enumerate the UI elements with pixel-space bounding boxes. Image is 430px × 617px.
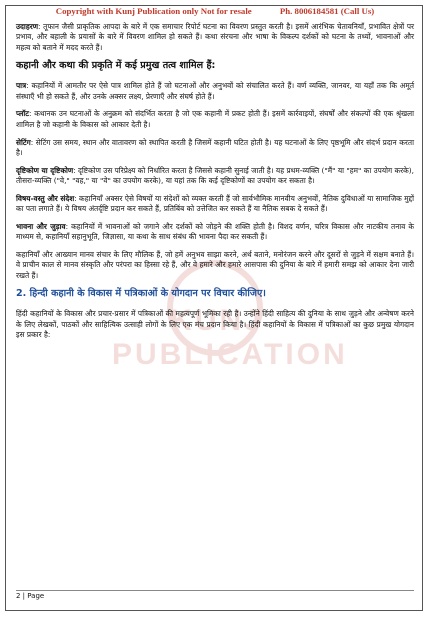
example-paragraph — [16, 22, 414, 53]
document-body — [16, 22, 414, 348]
answer-paragraph: हिंदी कहानियों के विकास और प्रचार-प्रसार में पत्रिकाओं की महत्वपूर्ण भूमिका रही है। उन्होंने हिंदी साहित्य की दुनिया के साथ जुड़ने और अन्वेषण करने के लिए लेखकों, पाठकों और साहित्यिक उत्साही लोगों के लिए एक मंच प्रदान किया है। हिंदी कहानियों के विकास में पत्रिकाओं का कुछ प्रमुख योगदान इस प्रकार है: — [16, 309, 414, 339]
element-text: : कहानियों में भावनाओं को जगाने और दर्शकों को जोड़ने की शक्ति होती है। विशद वर्णन, चरित्र विकास और नाटकीय तनाव के माध्यम से, कहानियाँ सहानुभूति, जिज्ञासा, या कथा के साथ संबंध की भावना पैदा कर सकती हैं। — [16, 221, 414, 242]
element-emotion — [16, 222, 414, 243]
question-heading: 2. हिन्दी कहानी के विकास में पत्रिकाओं के योगदान पर विचार कीजिए। — [16, 288, 266, 300]
element-point-of-view — [16, 166, 414, 187]
element-text: : कथानक उन घटनाओं के अनुक्रम को संदर्भित करता है जो एक कहानी में प्रकट होती हैं। इसमें कार्रवाइयों, संघर्षों और संकल्पों की एक श्रृंखला शामिल है जो कहानी के विकास को आकार देती है। — [16, 109, 414, 129]
element-text: : सेटिंग उस समय, स्थान और वातावरण को स्थापित करती है जिसमें कहानी घटित होती है। यह घटनाओं के लिए पृष्ठभूमि और संदर्भ प्रदान करता है। — [16, 137, 414, 157]
element-plot — [16, 109, 414, 130]
element-label: सेटिंग — [16, 137, 31, 147]
example-text: : तूफान जैसी प्राकृतिक आपदा के बारे में एक समाचार रिपोर्ट घटना का विवरण प्रस्तुत करती है। इसमें आरंभिक चेतावनियाँ, प्रभावित क्षेत्रों पर प्रभाव, और बहाली के प्रयासों के बारे में विवरण शामिल हो सकते हैं। कथा संरचना और भाषा के विकल्प दर्शकों को घटना के तथ्यों, भावनाओं और महत्व को बताने में मदद करते हैं। — [16, 22, 414, 52]
element-text: : कहानियों में आमतौर पर ऐसे पात्र शामिल होते हैं जो घटनाओं और अनुभवों को संचालित करते हैं। वर्ण व्यक्ति, जानवर, या यहाँ तक कि अमूर्त संस्थाएँ भी हो सकते हैं, और उनके अक्सर लक्ष्य, प्रेरणाएँ और संघर्ष होते हैं। — [16, 81, 414, 101]
watermark-text: KUNJ PUBLICATION — [112, 304, 348, 371]
footer-divider — [16, 590, 414, 591]
element-characters — [16, 81, 414, 102]
example-label: उदाहरण — [16, 22, 39, 31]
element-setting — [16, 138, 414, 159]
element-theme — [16, 194, 414, 215]
contact-phone: Ph. 8006184581 (Call Us) — [279, 6, 375, 16]
copyright-notice: Copyright with Kunj Publication only Not for resale — [55, 6, 252, 16]
element-label: प्लॉट — [16, 109, 29, 119]
element-text: : दृष्टिकोण उस परिप्रेक्ष्य को निर्धारित करता है जिससे कहानी सुनाई जाती है। यह प्रथम-व्यक्ति ("मैं" या "हम" का उपयोग करके), तीसरा-व्यक्ति ("वे," "वह," या "वे" का उपयोग करके), या यहां तक कि कई दृष्टिकोणों का उपयोग कर सकता है। — [16, 165, 414, 185]
element-label: पात्र — [16, 81, 27, 91]
element-text: : कहानियाँ अक्सर ऐसे विषयों या संदेशों को व्यक्त करती हैं जो सार्वभौमिक मानवीय अनुभवों, नैतिक दुविधाओं या सामाजिक मुद्दों का पता लगाते हैं। ये विषय अंतर्दृष्टि प्रदान कर सकते हैं, प्रतिबिंब को उत्तेजित कर सकते हैं या नैतिक सबक दे सकते हैं। — [16, 193, 415, 214]
closing-paragraph: कहानियाँ और आख्यान मानव संचार के लिए मौलिक हैं, जो हमें अनुभव साझा करने, अर्थ बताने, मनोरंजन करने और दूसरों से जुड़ने में सक्षम बनाते हैं। वे प्राचीन काल से मानव संस्कृति और परंपरा का हिस्सा रहे हैं, और वे हमारे और हमारे आसपास की दुनिया के बारे में हमारी समझ को आकार देना जारी रखते हैं। — [16, 249, 414, 280]
element-label: विषय-वस्तु और संदेश — [16, 193, 75, 203]
section-heading-elements: कहानी और कथा की प्रकृति में कई प्रमुख तत्व शामिल हैं: — [16, 60, 216, 72]
element-label: दृष्टिकोण या दृष्टिकोण — [16, 165, 74, 175]
page-number: 2 | Page — [16, 592, 45, 600]
element-label: भावना और जुड़ाव — [16, 221, 66, 231]
page-header — [0, 6, 430, 16]
